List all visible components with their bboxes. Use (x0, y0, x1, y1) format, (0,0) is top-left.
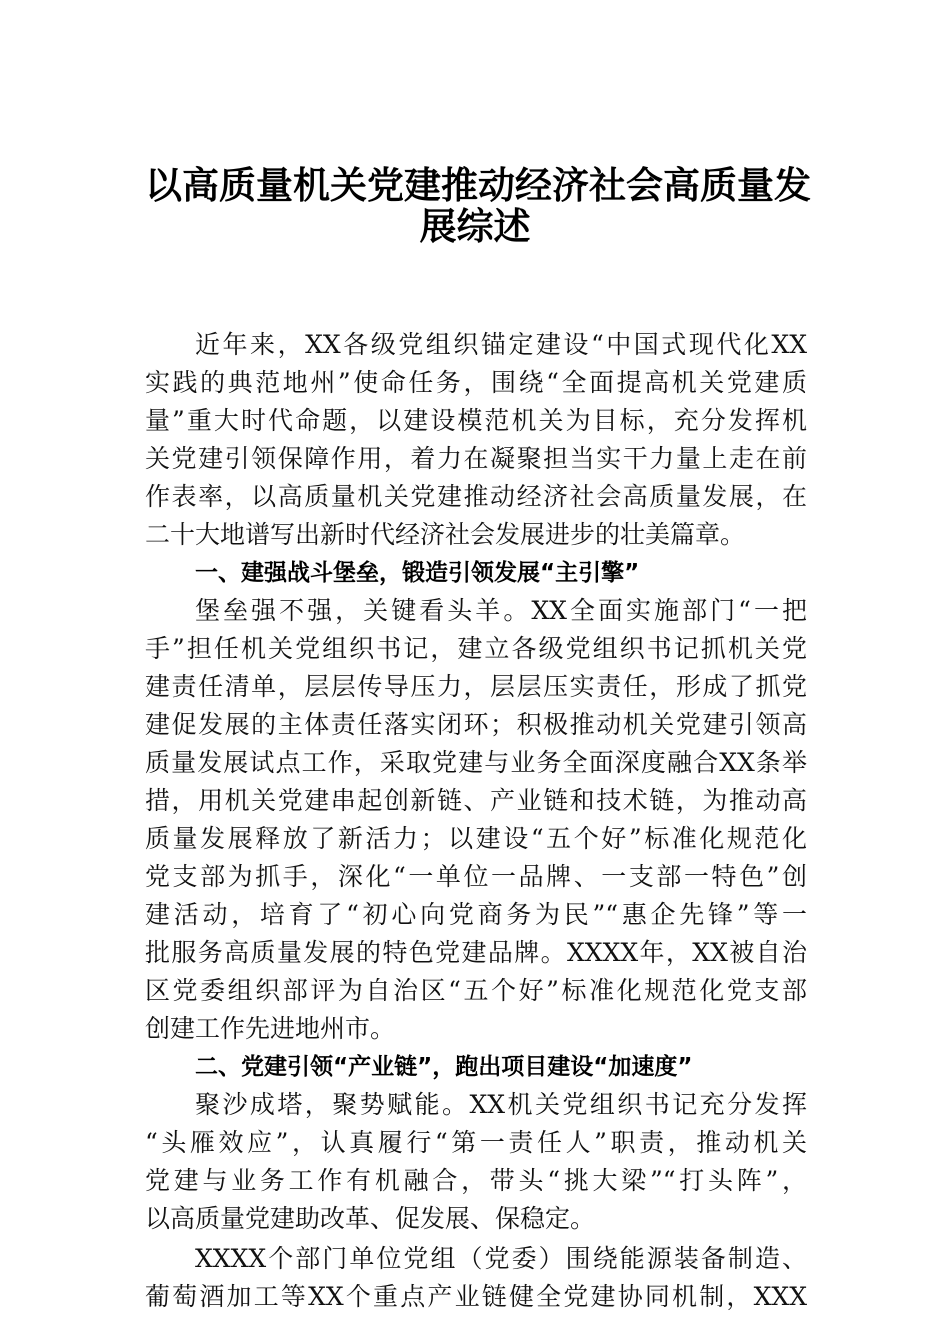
paragraph-2-line-3: 建责任清单，层层传导压力，层层压实责任，形成了抓党 (145, 672, 807, 701)
paragraph-2-line-12: 创建工作先进地州市。 (145, 1014, 396, 1043)
section-heading-2: 二、党建引领“产业链”，跑出项目建设“加速度” (195, 1054, 693, 1080)
paragraph-1-line-1: 近年来，XX各级党组织锚定建设“中国式现代化XX (195, 330, 807, 359)
paragraph-2-line-7: 质量发展释放了新活力；以建设“五个好”标准化规范化 (145, 824, 807, 853)
paragraph-3-line-3: 党建与业务工作有机融合，带头“挑大梁”“打头阵”， (145, 1166, 807, 1195)
paragraph-2-line-1: 堡垒强不强，关键看头羊。XX全面实施部门“一把 (195, 596, 807, 625)
paragraph-4-line-2: 葡萄酒加工等XX个重点产业链健全党建协同机制，XXX (145, 1282, 807, 1311)
paragraph-2-line-2: 手”担任机关党组织书记，建立各级党组织书记抓机关党 (145, 634, 807, 663)
paragraph-2-line-11: 区党委组织部评为自治区“五个好”标准化规范化党支部 (145, 976, 807, 1005)
paragraph-1-line-3: 量”重大时代命题，以建设模范机关为目标，充分发挥机 (145, 406, 807, 435)
section-heading-1: 一、建强战斗堡垒，锻造引领发展“主引擎” (195, 560, 640, 586)
paragraph-1-line-6: 二十大地谱写出新时代经济社会发展进步的壮美篇章。 (145, 520, 746, 549)
document-title-line-2: 展综述 (419, 204, 531, 248)
paragraph-2-line-10: 批服务高质量发展的特色党建品牌。XXXX年，XX被自治 (145, 938, 807, 967)
paragraph-1-line-2: 实践的典范地州”使命任务，围绕“全面提高机关党建质 (145, 368, 807, 397)
paragraph-2-line-6: 措，用机关党建串起创新链、产业链和技术链，为推动高 (145, 786, 807, 815)
paragraph-1-line-5: 作表率，以高质量机关党建推动经济社会高质量发展，在 (145, 482, 807, 511)
paragraph-2-line-9: 建活动，培育了“初心向党商务为民”“惠企先锋”等一 (145, 900, 807, 929)
paragraph-2-line-8: 党支部为抓手，深化“一单位一品牌、一支部一特色”创 (145, 862, 807, 891)
paragraph-1-line-4: 关党建引领保障作用，着力在凝聚担当实干力量上走在前 (145, 444, 807, 473)
paragraph-3-line-1: 聚沙成塔，聚势赋能。XX机关党组织书记充分发挥 (195, 1090, 807, 1119)
paragraph-3-line-4: 以高质量党建助改革、促发展、保稳定。 (145, 1204, 596, 1233)
paragraph-3-line-2: “头雁效应”，认真履行“第一责任人”职责，推动机关 (145, 1128, 807, 1157)
paragraph-2-line-4: 建促发展的主体责任落实闭环；积极推动机关党建引领高 (145, 710, 807, 739)
document-title-line-1: 以高质量机关党建推动经济社会高质量发 (145, 163, 811, 207)
paragraph-4-line-1: XXXX个部门单位党组（党委）围绕能源装备制造、 (195, 1244, 807, 1273)
paragraph-2-line-5: 质量发展试点工作，采取党建与业务全面深度融合XX条举 (145, 748, 807, 777)
